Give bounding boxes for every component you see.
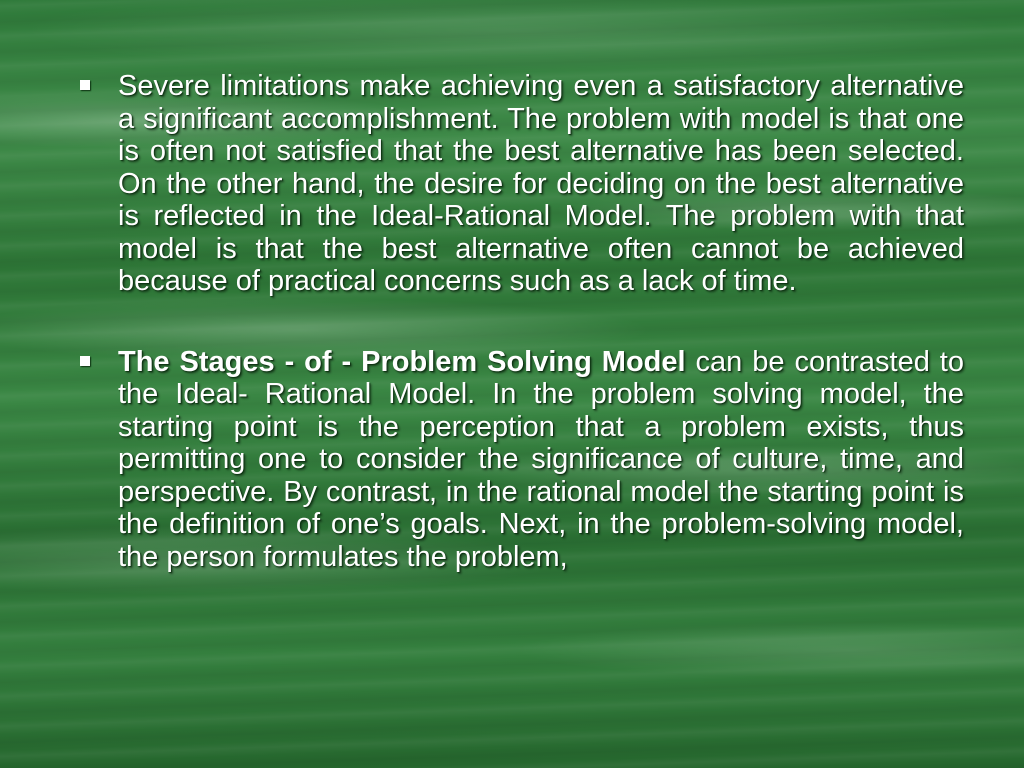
bullet-text: Severe limitations make achieving even a satisfactory alternative a significant accomplishment. The problem with model is that one is often not satisfied that the best alternative has been selected. On the other hand, the desire for deciding on the best alternative is reflected in the Ideal-Rational Model. The problem with that model is that the best alternative often cannot be achieved because of practical concerns such as a lack of time. — [118, 70, 964, 297]
square-bullet-icon — [80, 356, 90, 366]
bullet-item-limitations — [78, 70, 964, 298]
square-bullet-icon — [80, 80, 90, 90]
bullet-item-stages-model — [78, 346, 964, 574]
bullet-bold-lead: The Stages - of - Problem Solving Model — [118, 345, 686, 378]
bullet-text: can be contrasted to the Ideal- Rational Model. In the problem solving model, the starting point is the perception that a problem exists, thus permitting one to consider the significance of culture, time, and perspective. By contrast, in the rational model the starting point is the definition of one’s goals. Next, in the problem-solving model, the person formulates the problem, — [118, 345, 964, 573]
slide-content — [78, 70, 964, 573]
